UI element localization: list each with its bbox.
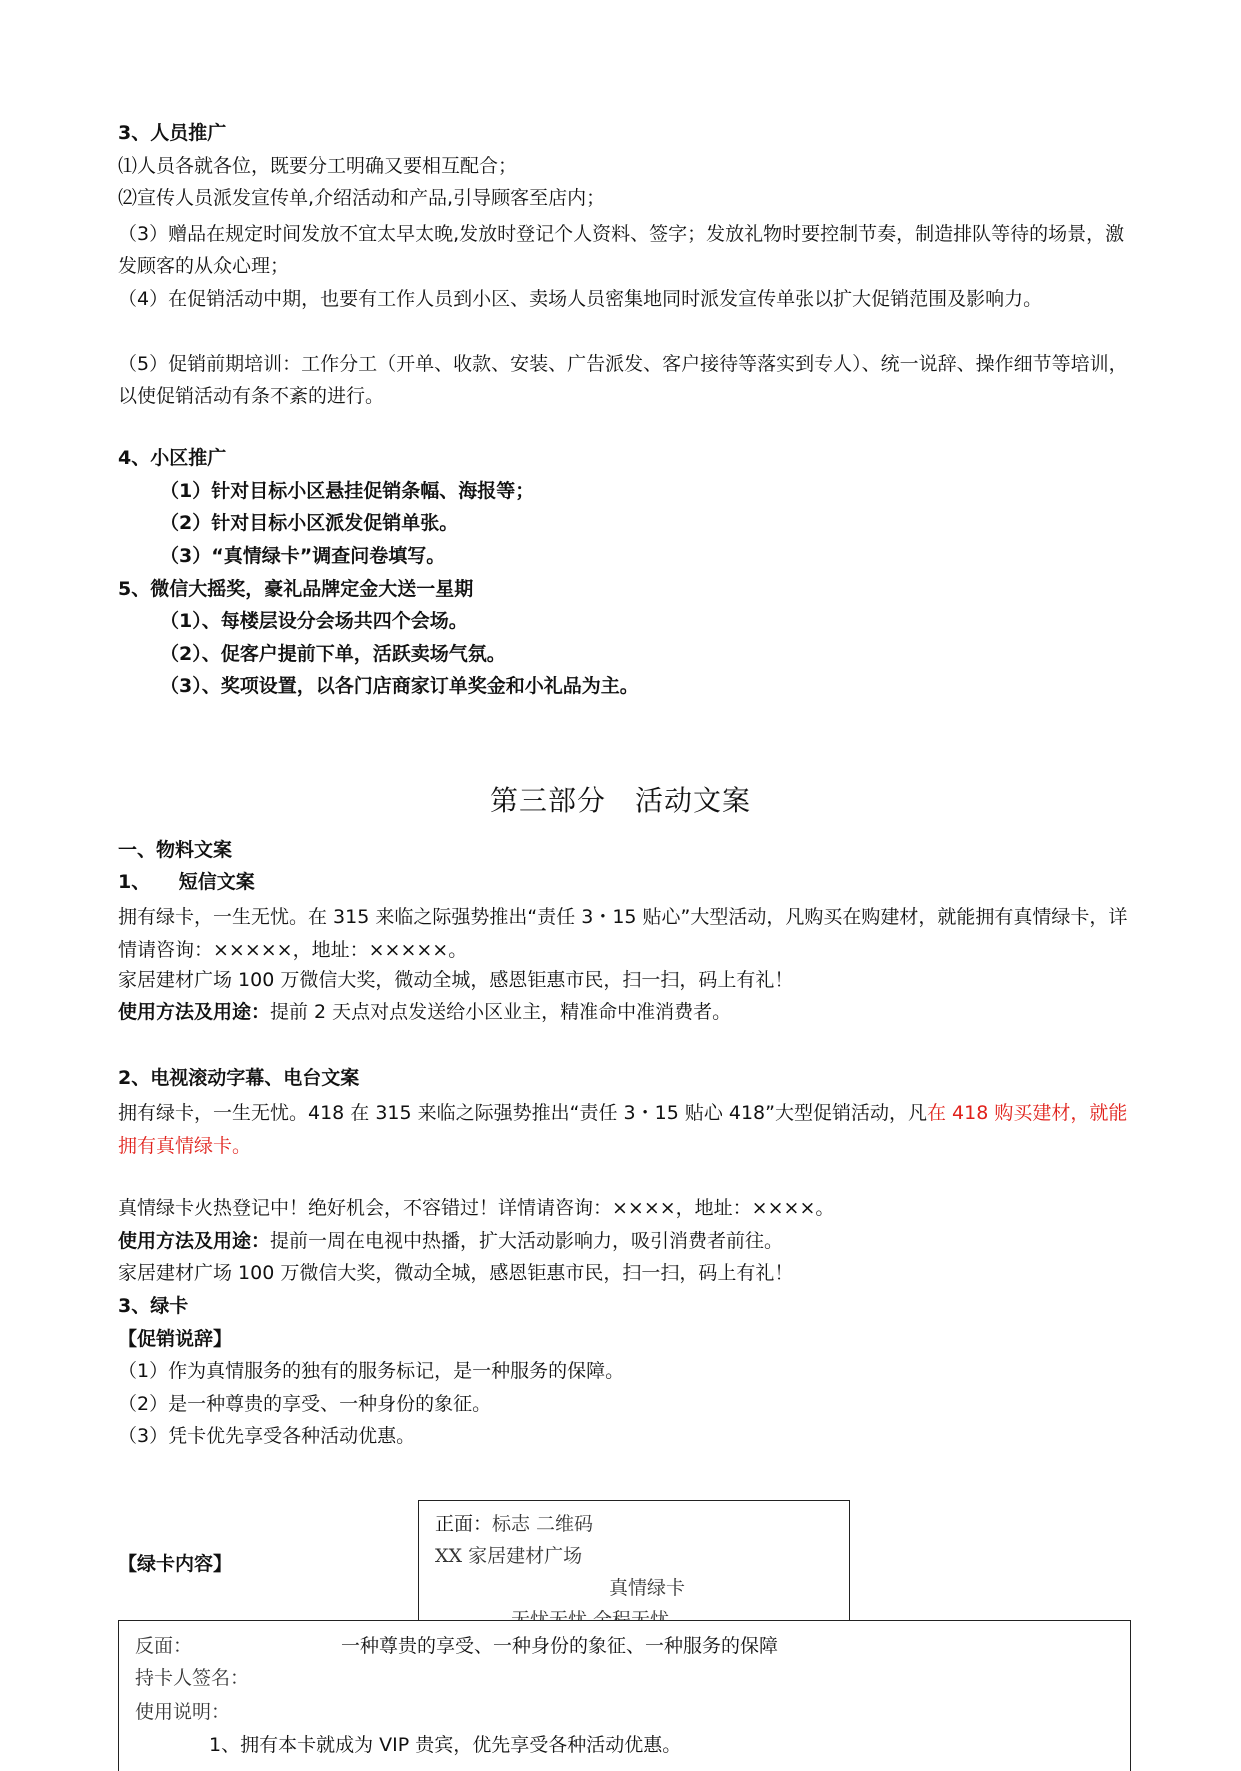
usage-label: 使用说明：	[135, 1701, 231, 1723]
list-item: （4）在促销活动中期，也要有工作人员到小区、卖场人员密集地同时派发宣传单张以扩大促销范围及影响力。	[118, 288, 1043, 310]
list-item: （2）是一种尊贵的享受、一种身份的象征。	[118, 1393, 492, 1415]
usage-text: 提前 2 天点对点发送给小区业主，精准命中准消费者。	[270, 1001, 732, 1023]
paragraph: 拥有绿卡，一生无忧。在 315 来临之际强势推出“责任 3・15 贴心”大型活动，凡购买在购建材，就能拥有真情绿卡，详情请咨询：×××××，地址：×××××。	[118, 906, 1128, 961]
paragraph: 家居建材广场 100 万微信大奖，微动全城，感恩钜惠市民，扫一扫，码上有礼！	[118, 1262, 794, 1284]
back-text: 一种尊贵的享受、一种身份的象征、一种服务的保障	[341, 1635, 779, 1657]
subsection-title: 1、 短信文案	[118, 871, 255, 893]
usage-item: 1、拥有本卡就成为 VIP 贵宾，优先享受各种活动优惠。	[209, 1734, 682, 1756]
list-item: （3）凭卡优先享受各种活动优惠。	[118, 1425, 416, 1447]
paragraph: 真情绿卡火热登记中！绝好机会，不容错过！详情请咨询：××××，地址：××××。	[118, 1197, 835, 1219]
list-item: ⑵宣传人员派发宣传单,介绍活动和产品,引导顾客至店内；	[118, 187, 606, 209]
list-item: （2）针对目标小区派发促销单张。	[160, 512, 459, 534]
subsection-title: 一、物料文案	[118, 839, 233, 861]
list-item: （1）作为真情服务的独有的服务标记，是一种服务的保障。	[118, 1360, 625, 1382]
usage-label: 使用方法及用途：	[118, 1001, 271, 1023]
front-line2: XX 家居建材广场	[435, 1545, 583, 1567]
usage-line	[118, 1228, 1131, 1254]
section-title-community: 4、小区推广	[118, 447, 227, 469]
list-item: （3）“真情绿卡”调查问卷填写。	[160, 545, 446, 567]
usage-label: 使用方法及用途：	[118, 1230, 271, 1252]
tv-highlight: 在 418 购买建材，就能拥有真情绿卡。	[118, 1102, 1128, 1157]
paragraph: 家居建材广场 100 万微信大奖，微动全城，感恩钜惠市民，扫一扫，码上有礼！	[118, 969, 794, 991]
section-title-personnel: 3、人员推广	[118, 122, 227, 144]
section-title-wechat: 5、微信大摇奖，豪礼品牌定金大送一星期	[118, 578, 474, 600]
card-front-box	[418, 1500, 850, 1632]
back-label: 反面：	[135, 1635, 193, 1657]
subsection-title: 2、电视滚动字幕、电台文案	[118, 1067, 360, 1089]
usage-line	[118, 999, 1131, 1025]
card-content-label: 【绿卡内容】	[118, 1553, 233, 1575]
list-item: （1）针对目标小区悬挂促销条幅、海报等；	[160, 480, 535, 502]
list-item: （1）、每楼层设分会场共四个会场。	[160, 610, 468, 632]
front-label: 正面：	[435, 1513, 493, 1535]
list-item: （3）赠品在规定时间发放不宜太早太晚,发放时登记个人资料、签字；发放礼物时要控制节奏，制造排队等待的场景，激发顾客的从众心理；	[118, 223, 1125, 277]
list-item: （2）、促客户提前下单，活跃卖场气氛。	[160, 643, 506, 665]
signature-label: 持卡人签名：	[135, 1667, 250, 1689]
part-heading: 第三部分 活动文案	[489, 784, 751, 817]
tv-text: 拥有绿卡，一生无忧。418 在 315 来临之际强势推出“责任 3・15 贴心 418”大型促销活动，凡	[118, 1102, 927, 1124]
front-line1	[435, 1511, 593, 1537]
paragraph	[118, 1097, 1131, 1163]
list-item: （5）促销前期培训：工作分工（开单、收款、安装、广告派发、客户接待等落实到专人）、统一说辞、操作细节等培训，以使促销活动有条不紊的进行。	[118, 353, 1128, 407]
subsection-title: 3、绿卡	[118, 1295, 189, 1317]
front-line3: 真情绿卡	[609, 1577, 686, 1599]
list-item: （3）、奖项设置，以各门店商家订单奖金和小礼品为主。	[160, 675, 639, 697]
card-back-box	[118, 1620, 1131, 1771]
front-text: 标志 二维码	[492, 1513, 594, 1535]
list-item: ⑴人员各就各位，既要分工明确又要相互配合；	[118, 155, 518, 177]
usage-text: 提前一周在电视中热播，扩大活动影响力，吸引消费者前往。	[270, 1230, 784, 1252]
subsection-title: 【促销说辞】	[118, 1328, 233, 1350]
